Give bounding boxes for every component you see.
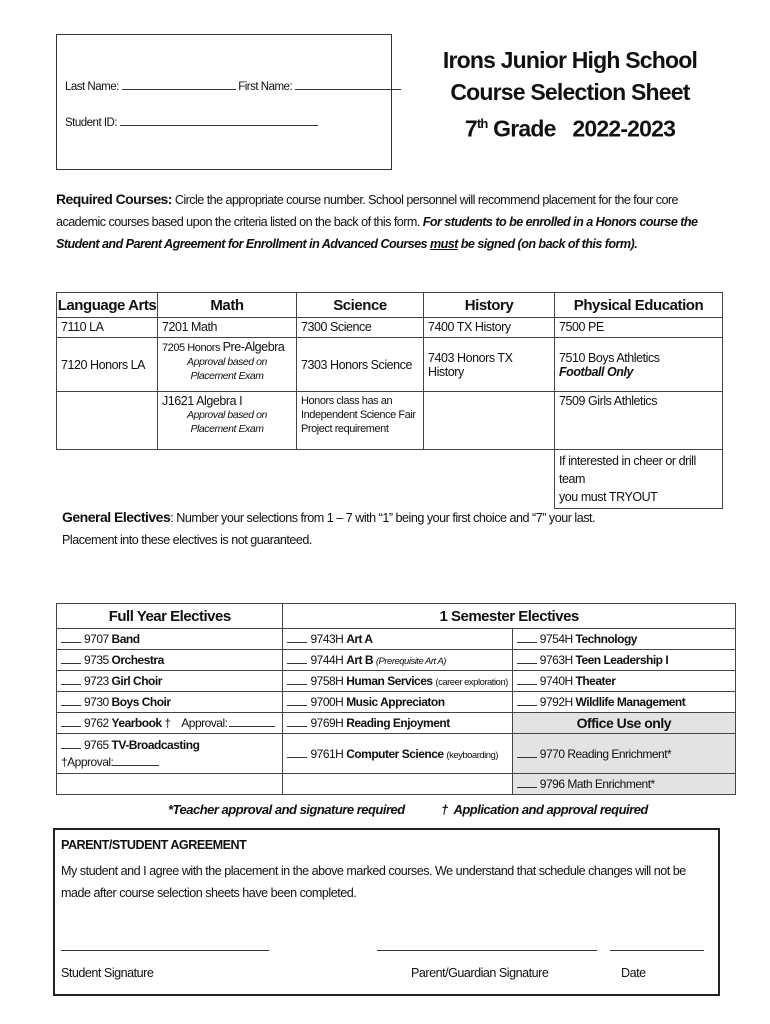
course-7400[interactable]: 7400 TX History xyxy=(424,318,555,338)
course-7120[interactable]: 7120 Honors LA xyxy=(57,338,158,392)
science-note-line: Honors class has an xyxy=(301,395,393,407)
elective-code: 9740H xyxy=(539,674,573,688)
elective-9765[interactable] xyxy=(57,734,283,774)
science-note-line: Project requirement xyxy=(301,423,389,435)
course-7500[interactable]: 7500 PE xyxy=(555,318,723,338)
elective-9762[interactable] xyxy=(57,713,283,734)
electives-table xyxy=(56,603,736,795)
honors-note-2: be signed (on back of this form). xyxy=(457,237,638,251)
empty-cell xyxy=(57,392,158,450)
first-name-field[interactable] xyxy=(295,79,401,90)
header-history: History xyxy=(424,293,555,318)
elective-9723[interactable] xyxy=(57,671,283,692)
elective-code: 9754H xyxy=(539,632,573,646)
core-courses-table xyxy=(56,292,723,509)
grade-suffix: th xyxy=(476,116,488,131)
empty-cell xyxy=(424,392,555,450)
elective-name: Wildlife Management xyxy=(575,695,686,709)
elective-code: 9762 xyxy=(84,716,109,730)
math-approval-note-1: Approval based on xyxy=(187,356,267,368)
header-math: Math xyxy=(158,293,297,318)
tv-approval-label: †Approval: xyxy=(61,754,114,769)
spacer xyxy=(57,450,158,509)
math-placement-note-2: Placement Exam xyxy=(190,423,264,435)
elective-9754h[interactable] xyxy=(512,629,735,650)
elective-code: 9758H xyxy=(310,674,344,688)
name-line xyxy=(65,79,401,93)
agreement-text: My student and I agree with the placement in the above marked courses. We understand that schedule changes will not be made after course selection sheets have been completed. xyxy=(61,864,686,900)
empty-cell xyxy=(283,774,512,795)
header-semester: 1 Semester Electives xyxy=(283,604,735,629)
required-courses-lead: Required Courses: xyxy=(56,191,172,207)
application-note: † Application and approval required xyxy=(440,802,648,817)
elective-code: 9700H xyxy=(310,695,344,709)
course-7201[interactable]: 7201 Math xyxy=(158,318,297,338)
elective-note: (keyboarding) xyxy=(446,749,498,761)
elective-name: Reading Enjoyment xyxy=(346,716,450,730)
course-7300[interactable]: 7300 Science xyxy=(297,318,424,338)
elective-9707[interactable] xyxy=(57,629,283,650)
honors-note-1: For students to be enrolled in a Honors course the Student and Parent Agreement for Enrollment in Advanced Courses xyxy=(56,215,698,251)
science-note-line: Independent Science Fair xyxy=(301,409,416,421)
office-use-header: Office Use only xyxy=(512,713,735,734)
parent-student-agreement xyxy=(53,828,720,996)
grade-number: 7 xyxy=(464,115,477,142)
elective-note: (Prerequisite Art A) xyxy=(375,656,446,667)
course-7403[interactable]: 7403 Honors TX History xyxy=(424,338,555,392)
math-approval-note-2: Approval based on xyxy=(187,409,267,421)
elective-name: Computer Science xyxy=(346,746,444,761)
elective-9770[interactable] xyxy=(512,734,735,774)
teacher-approval-note: *Teacher approval and signature required xyxy=(168,802,405,817)
elective-9744h[interactable] xyxy=(283,650,512,671)
empty-cell xyxy=(57,774,283,795)
elective-9769h[interactable] xyxy=(283,713,512,734)
elective-code: 9735 xyxy=(84,653,109,667)
date-line[interactable] xyxy=(610,950,704,951)
elective-code: 9763H xyxy=(539,653,573,667)
student-signature-line[interactable] xyxy=(61,950,269,951)
elective-name: Yearbook xyxy=(111,716,162,730)
cheer-tryout-note xyxy=(555,450,723,509)
student-signature-label: Student Signature xyxy=(61,966,154,980)
elective-name: Orchestra xyxy=(111,653,164,667)
elective-code: 9765 xyxy=(84,737,109,752)
elective-code: 9744H xyxy=(310,653,344,667)
parent-signature-label: Parent/Guardian Signature xyxy=(411,966,549,980)
general-electives-text xyxy=(62,506,712,551)
elective-name: Technology xyxy=(575,632,637,646)
elective-name: Human Services xyxy=(346,674,433,688)
yearbook-approval-field[interactable] xyxy=(229,716,275,727)
tv-approval-field[interactable] xyxy=(113,755,159,766)
spacer xyxy=(297,450,424,509)
date-label: Date xyxy=(621,966,646,980)
approval-notes xyxy=(168,802,648,817)
header-physical-education: Physical Education xyxy=(555,293,723,318)
general-electives-placement: Placement into these electives is not guaranteed. xyxy=(62,533,312,547)
elective-code: 9707 xyxy=(84,632,109,646)
course-7510[interactable] xyxy=(555,338,723,392)
elective-9730[interactable] xyxy=(57,692,283,713)
elective-name: Girl Choir xyxy=(111,674,162,688)
first-name-label: First Name: xyxy=(238,81,293,93)
course-7205-code: 7205 Honors xyxy=(162,342,223,354)
elective-9758h[interactable] xyxy=(283,671,512,692)
science-fair-note xyxy=(297,392,424,450)
elective-9700h[interactable] xyxy=(283,692,512,713)
elective-code: 9730 xyxy=(84,695,109,709)
general-electives-lead: General Electives xyxy=(62,509,171,525)
required-courses-text xyxy=(56,188,721,255)
required-courses-body: Circle the appropriate course number. School personnel will recommend placement for the four core academic courses based upon the criteria listed on the back of this form. xyxy=(56,193,679,229)
student-id-field[interactable] xyxy=(120,115,318,126)
elective-name: Art B xyxy=(346,653,374,667)
elective-name: Theater xyxy=(575,674,616,688)
parent-signature-line[interactable] xyxy=(377,950,597,951)
office-elective-label: 9770 Reading Enrichment* xyxy=(539,746,672,761)
header-language-arts: Language Arts xyxy=(57,293,158,318)
elective-9796[interactable] xyxy=(512,774,735,795)
course-7110[interactable]: 7110 LA xyxy=(57,318,158,338)
header-science: Science xyxy=(297,293,424,318)
elective-code: 9761H xyxy=(310,746,344,761)
course-7205-name: Pre-Algebra xyxy=(222,340,285,354)
course-j1621[interactable] xyxy=(158,392,297,450)
grade-year-text: Grade 2022-2023 xyxy=(487,115,676,142)
elective-name: Band xyxy=(111,632,140,646)
elective-name: Teen Leadership I xyxy=(575,653,669,667)
elective-code: 9743H xyxy=(310,632,344,646)
office-elective-label: 9796 Math Enrichment* xyxy=(539,777,655,791)
course-7303[interactable]: 7303 Honors Science xyxy=(297,338,424,392)
elective-9740h[interactable] xyxy=(512,671,735,692)
spacer xyxy=(424,450,555,509)
course-j1621-label: J1621 Algebra I xyxy=(162,394,243,408)
spacer xyxy=(158,450,297,509)
last-name-field[interactable] xyxy=(122,79,236,90)
sheet-name: Course Selection Sheet xyxy=(450,79,690,105)
school-name: Irons Junior High School xyxy=(442,47,698,73)
math-placement-note-1: Placement Exam xyxy=(190,370,264,382)
elective-code: 9792H xyxy=(539,695,573,709)
football-only-note: Football Only xyxy=(559,364,634,379)
agreement-heading: PARENT/STUDENT AGREEMENT xyxy=(61,838,247,852)
elective-note: (career exploration) xyxy=(435,677,508,688)
tryout-line-1: If interested in cheer or drill team xyxy=(559,454,696,486)
header-full-year: Full Year Electives xyxy=(57,604,283,629)
yearbook-approval-label: † Approval: xyxy=(161,716,228,730)
student-id-label: Student ID: xyxy=(65,117,118,129)
elective-name: Music Appreciaton xyxy=(346,695,445,709)
elective-9763h[interactable] xyxy=(512,650,735,671)
page-title xyxy=(430,44,710,145)
course-7205[interactable] xyxy=(158,338,297,392)
elective-code: 9723 xyxy=(84,674,109,688)
course-7509[interactable]: 7509 Girls Athletics xyxy=(555,392,723,450)
elective-9743h[interactable] xyxy=(283,629,512,650)
elective-code: 9769H xyxy=(310,716,344,730)
last-name-label: Last Name: xyxy=(65,81,119,93)
elective-name: Boys Choir xyxy=(111,695,171,709)
tryout-line-2: you must TRYOUT xyxy=(559,490,658,504)
elective-name: Art A xyxy=(346,632,373,646)
elective-name: TV-Broadcasting xyxy=(111,737,200,752)
student-id-line xyxy=(65,115,318,129)
student-info-box xyxy=(56,34,392,170)
elective-9792h[interactable] xyxy=(512,692,735,713)
grade-year xyxy=(430,108,710,145)
general-electives-instructions: : Number your selections from 1 – 7 with “1” being your first choice and “7” your last. xyxy=(170,511,596,525)
honors-note-must: must xyxy=(429,237,458,251)
elective-9735[interactable] xyxy=(57,650,283,671)
elective-9761h[interactable] xyxy=(283,734,512,774)
course-7510-label: 7510 Boys Athletics xyxy=(559,350,660,365)
